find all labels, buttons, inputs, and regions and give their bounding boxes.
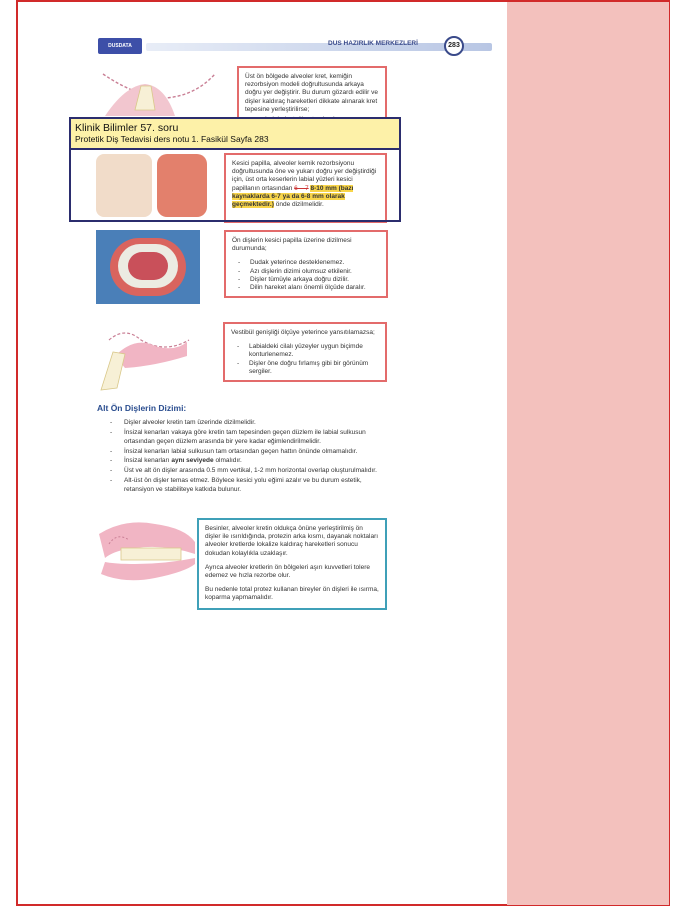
bullet-item: - İnsizal kenarları vakaya göre kretin tam tepesinden geçen düzlem ile labial sulkusun ortasından geçen düzlem arasında bir yere kadar eğimlendirilmelidir. xyxy=(110,428,388,447)
brand-logo-text: DUSDATA xyxy=(108,43,132,49)
denture-set-photo xyxy=(96,230,200,304)
bullet-item-text: İnsizal kenarları xyxy=(124,457,170,465)
info-box-kret-text: Üst ön bölgede alveoler kret, kemiğin rezorbsiyon modeli doğrultusunda arkaya doğru yer değiştirir. Bu durum gözardı edilir ve dişler kaldıraç hareketleri dikkate alınarak kret tepesine yerleştirilirse; xyxy=(245,73,378,113)
jaw-illustration xyxy=(95,514,197,586)
overlay-line-2: Protetik Diş Tedavisi ders notu 1. Fasikül Sayfa 283 xyxy=(75,134,269,144)
list-item: - Dudak yeterince desteklenemez. xyxy=(244,259,380,267)
brand-logo xyxy=(98,38,142,54)
list-item: - Dişler tümüyle arkaya doğru dizilir. xyxy=(244,276,380,284)
info-box-isirma-p2: Ayrıca alveoler kretlerin ön bölgeleri aşırı kuvvetleri tolere edemez ve hızla rezorbe olur. xyxy=(205,563,370,580)
bullet-item-tail: olmalıdır. xyxy=(215,457,242,465)
overlay-line-1: Klinik Bilimler 57. soru xyxy=(75,122,179,134)
list-item: - Dilin hareket alanı önemli ölçüde daralır. xyxy=(244,284,380,292)
header-bar xyxy=(146,43,492,51)
bullet-item xyxy=(110,456,388,466)
info-box-isirma-p1: Besinler, alveoler kretin oldukça önüne yerleştirilmiş ön dişler ile ısırıldığında, protezin arka kısmı, dayanak noktaları alveoler kretlerde lokalize kaldıraç hareketleri sonucu dokudan kolaylıkla uzaklaşır. xyxy=(205,525,379,557)
info-box-kesici-papilla-intro: Ön dişlerin kesici papilla üzerine dizilmesi durumunda; xyxy=(232,237,352,253)
page-header xyxy=(98,38,460,54)
info-box-vestibul xyxy=(223,322,387,382)
header-title: DUS HAZIRLIK MERKEZLERİ xyxy=(328,40,418,47)
list-item: - Azı dişlerin dizimi olumsuz etkilenir. xyxy=(244,268,380,276)
info-box-isirma-p3: Bu nedenle total protez kullanan bireyler ön dişleri ile ısırma, koparma yapmamalıdır. xyxy=(205,586,379,602)
question-reference-overlay xyxy=(69,117,401,222)
list-item: - Labialdeki cilalı yüzeyler uygun biçimde konturlenemez. xyxy=(243,343,379,359)
side-panel xyxy=(507,2,669,905)
highlighted-value: 8-10 mm (bazı kaynaklarda 6-7 ya da 6-8 mm olarak geçmektedir.) xyxy=(232,184,354,209)
info-box-papilla-tail: önde dizilmelidir. xyxy=(275,201,324,209)
bullet-item: - Dişler alveoler kretin tam üzerinde dizilmelidir. xyxy=(110,418,388,428)
bullet-item: - Üst ve alt ön dişler arasında 0.5 mm vertikal, 1-2 mm horizontal overlap oluşturulmalıdır. xyxy=(110,466,388,476)
page-number: 283 xyxy=(444,36,464,56)
info-box-kesici-papilla xyxy=(224,230,388,298)
struck-value: 6 – 7 xyxy=(294,184,309,192)
overlay-title-band xyxy=(71,119,399,150)
section-bullets xyxy=(110,418,388,495)
list-item: - Dişler öne doğru fırlamış gibi bir görünüm sergiler. xyxy=(243,360,379,376)
section-title: Alt Ön Dişlerin Dizimi: xyxy=(97,403,187,413)
info-box-kret xyxy=(237,66,387,122)
info-box-isirma xyxy=(197,518,387,610)
bullet-item-bold: aynı seviyede xyxy=(171,457,214,465)
bullet-item: - İnsizal kenarları labial sulkusun tam ortasından geçen hattın önünde olmamalıdır. xyxy=(110,447,388,457)
vestibule-illustration xyxy=(95,316,195,392)
info-box-vestibul-intro: Vestibül genişliği ölçüye yeterince yansıtılamazsa; xyxy=(231,329,375,336)
info-box-papilla-text: Kesici papilla, alveoler kemik rezorbsiyonu doğrultusunda öne ve yukarı doğru yer değiştirdiği için, üst orta keserlerin labial yüzleri kesici papillanın ortasından xyxy=(232,160,377,192)
tooth-profile-illustration xyxy=(95,66,225,122)
bullet-item: - Alt-üst ön dişler temas etmez. Böylece kesici yolu eğimi azalır ve bu durum estetik, retansiyon ve stabiliteye katkıda bulunur. xyxy=(110,476,388,495)
